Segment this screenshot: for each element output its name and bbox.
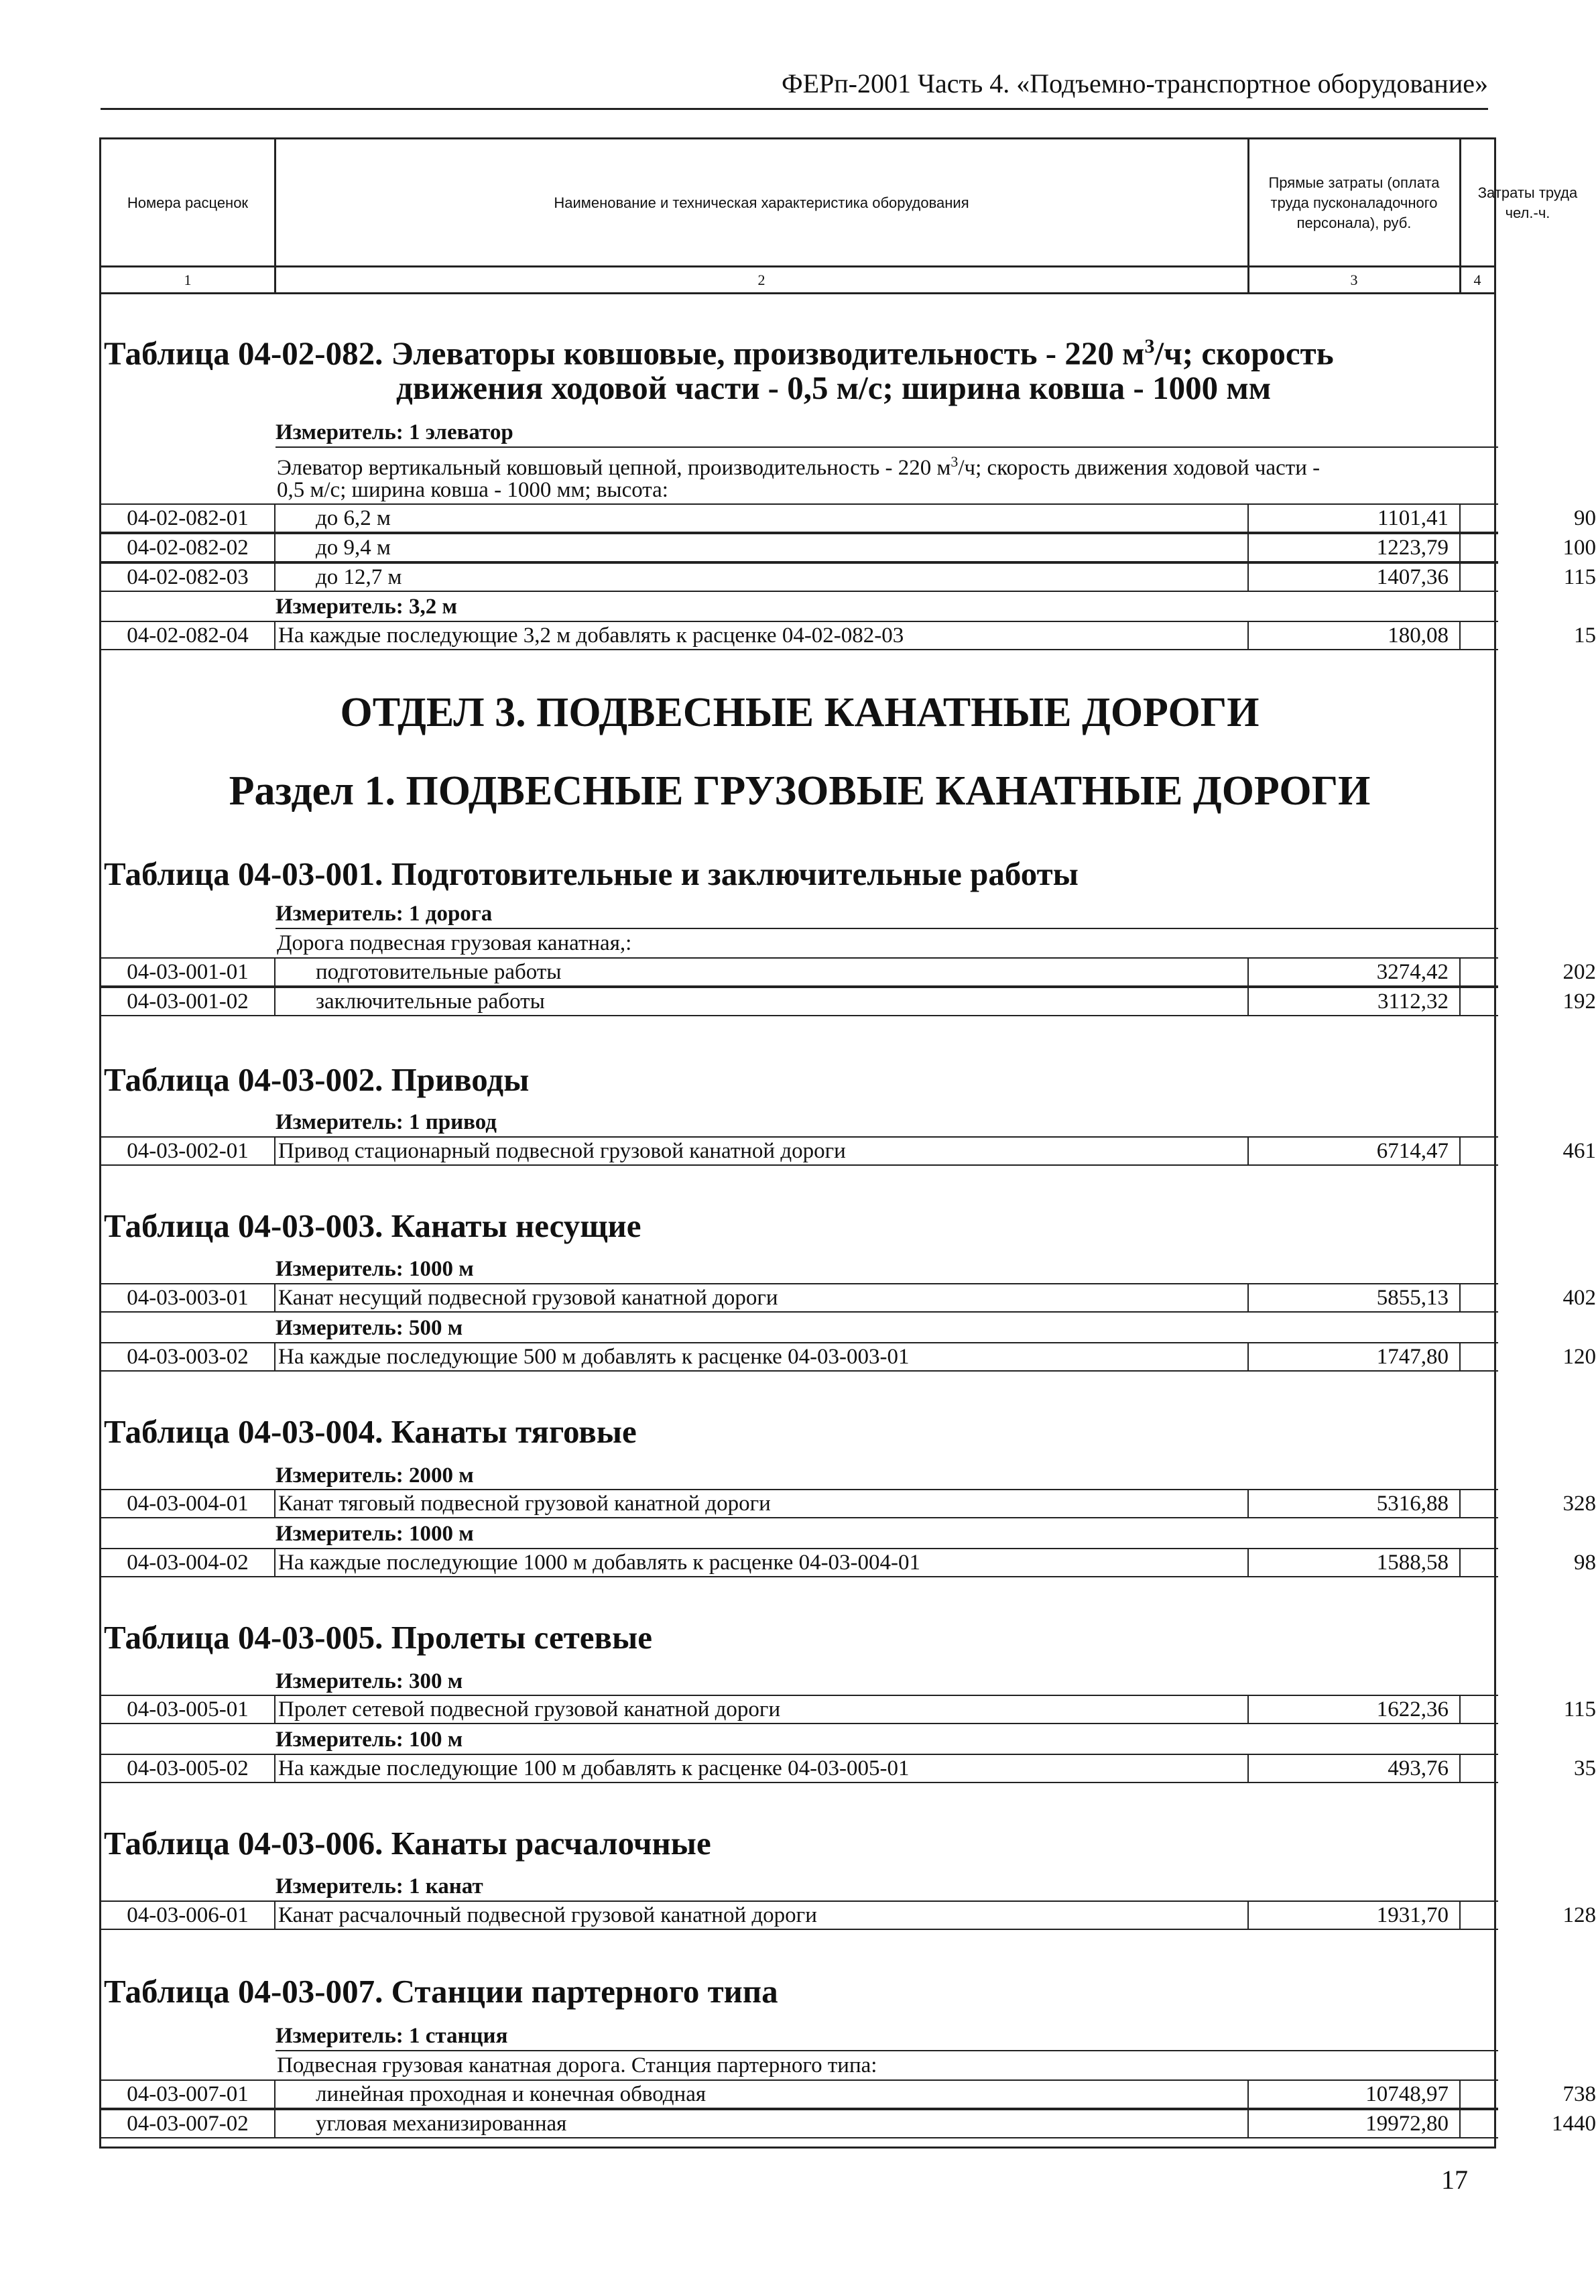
labor-hours: 115 [1563, 1697, 1596, 1721]
table-title: Таблица 04-03-004. Канаты тяговые [104, 1413, 637, 1450]
unit-of-measure: Измеритель: 1000 м [275, 1522, 474, 1546]
table-title: Таблица 04-02-082. Элеваторы ковшовые, производительность - 220 $м^3/ч$; скорость [104, 335, 1334, 372]
rate-code: 04-03-006-01 [127, 1903, 249, 1927]
rate-name: На каждые последующие 3,2 м добавлять к расценке 04-02-082-03 [278, 623, 904, 648]
rate-code: 04-03-003-02 [127, 1345, 249, 1369]
rate-code: 04-03-002-01 [127, 1139, 249, 1163]
labor-hours: 128 [1562, 1903, 1596, 1927]
labor-hours: 402 [1562, 1286, 1596, 1310]
col-number-1: 1 [184, 271, 192, 288]
rate-name: подготовительные работы [316, 960, 562, 984]
table-row [101, 1900, 1596, 1930]
labor-hours: 15 [1574, 623, 1596, 648]
labor-hours: 202 [1562, 960, 1596, 984]
table-row [101, 562, 1596, 592]
rate-name: до 9,4 м [316, 536, 391, 560]
rate-code: 04-03-004-01 [127, 1492, 249, 1516]
table-row [101, 621, 1596, 650]
rate-code: 04-03-001-02 [127, 989, 249, 1014]
rate-name: На каждые последующие 1000 м добавлять к расценке 04-03-004-01 [278, 1551, 921, 1575]
direct-costs: 1588,58 [1376, 1551, 1449, 1575]
col-header-direct-costs: Прямые затраты (оплата труда пусконаладочного персонала), руб. [1268, 174, 1440, 231]
rates-table [99, 137, 1596, 2149]
header-divider [1247, 139, 1249, 294]
group-description: Подвесная грузовая канатная дорога. Станция партерного типа: [277, 2053, 877, 2077]
rate-code: 04-02-082-03 [127, 565, 249, 589]
direct-costs: 1931,70 [1376, 1903, 1449, 1927]
table-row [101, 1695, 1596, 1724]
rate-code: 04-03-007-02 [127, 2112, 249, 2136]
col-header-codes: Номера расценок [127, 194, 249, 211]
col-number-3: 3 [1350, 271, 1358, 288]
department-heading: ОТДЕЛ 3. ПОДВЕСНЫЕ КАНАТНЫЕ ДОРОГИ [340, 690, 1260, 735]
rate-name: На каждые последующие 100 м добавлять к расценке 04-03-005-01 [278, 1756, 910, 1780]
direct-costs: 3112,32 [1377, 989, 1449, 1014]
col-header-labor: Затраты труда чел.-ч. [1477, 184, 1578, 221]
direct-costs: 1622,36 [1376, 1697, 1449, 1721]
table-row [101, 1548, 1596, 1577]
rate-code: 04-03-004-02 [127, 1551, 249, 1575]
direct-costs: 3274,42 [1376, 960, 1449, 984]
direct-costs: 19972,80 [1365, 2112, 1449, 2136]
rate-name: до 6,2 м [316, 506, 391, 530]
running-header: ФЕРп-2001 Часть 4. «Подъемно-транспортное оборудование» [101, 64, 1488, 110]
direct-costs: 1223,79 [1376, 536, 1449, 560]
rate-code: 04-03-007-01 [127, 2082, 249, 2106]
unit-of-measure: Измеритель: 300 м [275, 1669, 463, 1693]
labor-hours: 328 [1562, 1492, 1596, 1516]
labor-hours: 192 [1562, 989, 1596, 1014]
direct-costs: 6714,47 [1376, 1139, 1449, 1163]
rate-code: 04-03-003-01 [127, 1286, 249, 1310]
labor-hours: 35 [1574, 1756, 1596, 1780]
table-title: Таблица 04-03-001. Подготовительные и заключительные работы [104, 855, 1079, 892]
unit-of-measure: Измеритель: 1 канат [275, 1874, 483, 1898]
table-title: Таблица 04-03-002. Приводы [104, 1061, 530, 1098]
rate-code: 04-03-005-01 [127, 1697, 249, 1721]
col-number-4: 4 [1473, 271, 1481, 288]
col-number-2: 2 [757, 271, 765, 288]
table-row [101, 533, 1596, 562]
header-rule [101, 292, 1494, 294]
unit-of-measure: Измеритель: 1 дорога [275, 902, 493, 926]
direct-costs: 5855,13 [1376, 1286, 1449, 1310]
rate-code: 04-02-082-04 [127, 623, 249, 648]
rate-name: заключительные работы [316, 989, 545, 1014]
rate-name: Привод стационарный подвесной грузовой канатной дороги [278, 1139, 846, 1163]
unit-of-measure: Измеритель: 1 станция [275, 2024, 508, 2048]
rate-name: угловая механизированная [316, 2112, 567, 2136]
rate-code: 04-03-005-02 [127, 1756, 249, 1780]
rate-name: Канат тяговый подвесной грузовой канатной дороги [278, 1492, 771, 1516]
direct-costs: 10748,97 [1365, 2082, 1449, 2106]
unit-of-measure: Измеритель: 2000 м [275, 1463, 474, 1488]
table-title: Таблица 04-03-007. Станции партерного типа [104, 1973, 778, 2010]
header-divider [1459, 139, 1461, 294]
unit-of-measure: Измеритель: 500 м [275, 1316, 463, 1340]
rate-code: 04-03-001-01 [127, 960, 249, 984]
group-description: Элеватор вертикальный ковшовый цепной, производительность - 220 $м^3/ч$; скорость движения ходовой части - [277, 453, 1321, 480]
group-description-continued: 0,5 м/с; ширина ковша - 1000 мм; высота: [277, 478, 668, 502]
labor-hours: 1440 [1552, 2112, 1596, 2136]
rate-name: до 12,7 м [316, 565, 402, 589]
labor-hours: 738 [1562, 2082, 1596, 2106]
group-description: Дорога подвесная грузовая канатная,: [277, 931, 632, 955]
rate-name: На каждые последующие 500 м добавлять к расценке 04-03-003-01 [278, 1345, 910, 1369]
direct-costs: 1101,41 [1377, 506, 1449, 530]
labor-hours: 115 [1563, 565, 1596, 589]
rate-name: Канат несущий подвесной грузовой канатной дороги [278, 1286, 778, 1310]
table-row [101, 1283, 1596, 1313]
section-heading: Раздел 1. ПОДВЕСНЫЕ ГРУЗОВЫЕ КАНАТНЫЕ ДОРОГИ [229, 768, 1371, 814]
unit-of-measure: Измеритель: 1 элеватор [275, 420, 513, 444]
unit-of-measure: Измеритель: 100 м [275, 1728, 463, 1752]
rate-name: Канат расчалочный подвесной грузовой канатной дороги [278, 1903, 817, 1927]
table-title-continued: движения ходовой части - 0,5 м/с; ширина ковша - 1000 мм [396, 369, 1272, 406]
unit-of-measure: Измеритель: 3,2 м [275, 595, 457, 619]
page-number: 17 [1441, 2165, 1468, 2195]
header-rule [101, 265, 1494, 267]
direct-costs: 493,76 [1388, 1756, 1449, 1780]
rate-code: 04-02-082-02 [127, 536, 249, 560]
labor-hours: 100 [1562, 536, 1596, 560]
rate-code: 04-02-082-01 [127, 506, 249, 530]
labor-hours: 90 [1574, 506, 1596, 530]
table-title: Таблица 04-03-005. Пролеты сетевые [104, 1619, 652, 1656]
direct-costs: 180,08 [1388, 623, 1449, 648]
labor-hours: 461 [1562, 1139, 1596, 1163]
direct-costs: 1407,36 [1376, 565, 1449, 589]
table-row [101, 503, 1596, 533]
table-row [101, 1489, 1596, 1518]
unit-of-measure: Измеритель: 1 привод [275, 1110, 497, 1134]
table-title: Таблица 04-03-003. Канаты несущие [104, 1207, 641, 1244]
header-divider [274, 139, 276, 294]
direct-costs: 1747,80 [1376, 1345, 1449, 1369]
labor-hours: 120 [1562, 1345, 1596, 1369]
rate-name: Пролет сетевой подвесной грузовой канатной дороги [278, 1697, 781, 1721]
direct-costs: 5316,88 [1376, 1492, 1449, 1516]
table-row [101, 1754, 1596, 1783]
table-row [101, 2079, 1596, 2109]
unit-of-measure: Измеритель: 1000 м [275, 1257, 474, 1281]
table-title: Таблица 04-03-006. Канаты расчалочные [104, 1825, 711, 1862]
table-row [101, 1136, 1596, 1166]
labor-hours: 98 [1574, 1551, 1596, 1575]
rate-name: линейная проходная и конечная обводная [316, 2082, 707, 2106]
col-header-name: Наименование и техническая характеристика оборудования [554, 194, 969, 211]
table-row [101, 957, 1596, 987]
table-row [101, 1342, 1596, 1372]
table-row [101, 987, 1596, 1016]
table-row [101, 2109, 1596, 2138]
